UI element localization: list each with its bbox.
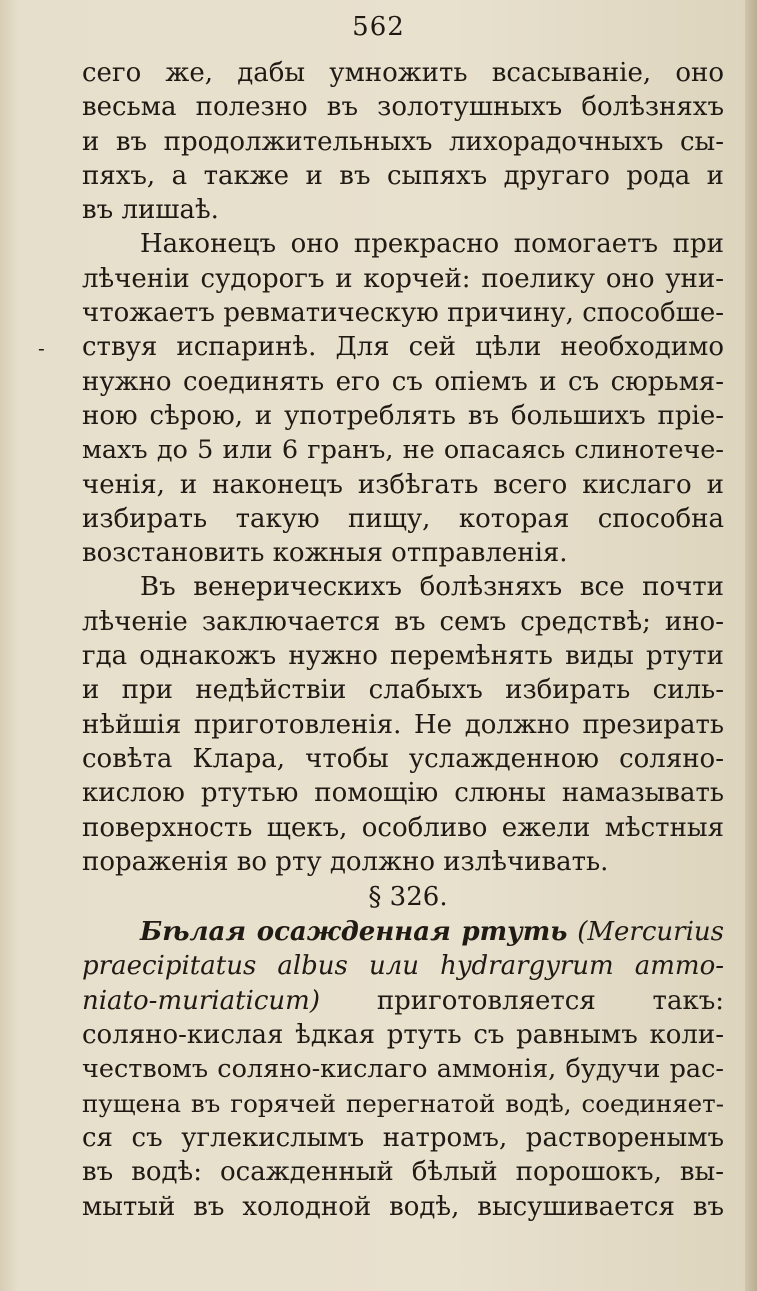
text-line: мытый въ холодной водѣ, высушивается въ — [82, 1191, 724, 1222]
page-bottom-margin — [0, 1160, 757, 1291]
text-line: Въ венерическихъ болѣзняхъ все почти — [140, 572, 724, 603]
page-number: 562 — [352, 12, 405, 42]
body-text — [82, 56, 724, 1224]
term-heading: Бѣлая осажденная ртуть — [140, 917, 568, 948]
text-line: гда однакожъ нужно перемѣнять виды ртути — [82, 641, 724, 672]
text-line: и въ продолжительныхъ лихорадочныхъ сы- — [82, 126, 724, 157]
section-heading: § 326. — [368, 882, 448, 913]
text-line: соляно-кислая ѣдкая ртуть съ равнымъ коли- — [82, 1020, 724, 1051]
page-edge — [745, 0, 757, 1291]
text-line: сего же, дабы умножить всасываніе, оно — [82, 58, 724, 88]
text-line: махъ до 5 или 6 гранъ, не опасаясь слинотече- — [82, 435, 724, 466]
text-line: возстановить кожныя отправленія. — [82, 538, 568, 569]
text-line: Наконецъ оно прекрасно помогаетъ при — [140, 229, 724, 260]
text-line: избирать такую пищу, которая способна — [82, 503, 724, 534]
text-line: и при недѣйствіи слабыхъ избирать силь- — [82, 675, 724, 706]
text-line — [82, 949, 724, 983]
text-line: нѣйшія приготовленія. Не должно презирать — [82, 709, 724, 740]
text-line — [82, 984, 724, 1018]
text-line: пораженія во рту должно излѣчивать. — [82, 846, 609, 877]
margin-mark: - — [38, 336, 45, 360]
text-line: кислою ртутью помощію слюны намазывать — [82, 778, 724, 809]
text-line: ся съ углекислымъ натромъ, растворенымъ — [82, 1122, 724, 1153]
text-line: нужно соединять его съ опіемъ и съ сюрьмя- — [82, 366, 724, 397]
text-line: чествомъ соляно-кислаго аммонія, будучи рас- — [82, 1054, 724, 1085]
text-run: приготовляется такъ: — [376, 985, 724, 1016]
text-line: пущена въ горячей перегнатой водѣ, соединяет- — [82, 1088, 724, 1118]
text-line: въ лишаѣ. — [82, 195, 219, 226]
latin-name: hydrargyrum ammo- — [440, 951, 725, 982]
text-line — [82, 915, 724, 949]
text-line: ствуя испаринѣ. Для сей цѣли необходимо — [82, 332, 724, 363]
latin-name: niato-muriaticum) — [82, 985, 320, 1016]
conjunction: или — [368, 951, 420, 982]
text-line: совѣта Клара, чтобы услажденною соляно- — [82, 743, 724, 774]
text-line: лѣченіи судорогъ и корчей: поелику оно уни- — [82, 263, 724, 294]
text-line: въ водѣ: осажденный бѣлый порошокъ, вы- — [82, 1157, 724, 1188]
text-line: ченія, и наконецъ избѣгать всего кислаго и — [82, 469, 724, 500]
latin-name: (Mercurius — [577, 917, 724, 948]
latin-name: praecipitatus albus — [82, 951, 348, 982]
text-line: весьма полезно въ золотушныхъ болѣзняхъ — [82, 92, 724, 123]
text-line: пяхъ, а также и въ сыпяхъ другаго рода и — [82, 160, 724, 191]
text-line: лѣченіе заключается въ семъ средствѣ; ино- — [82, 606, 724, 637]
text-line: чтожаетъ ревматическую причину, способше- — [82, 298, 724, 329]
text-line: ною сѣрою, и употреблять въ большихъ пріе- — [82, 400, 724, 431]
text-line: поверхность щекъ, особливо ежели мѣстныя — [82, 812, 724, 843]
